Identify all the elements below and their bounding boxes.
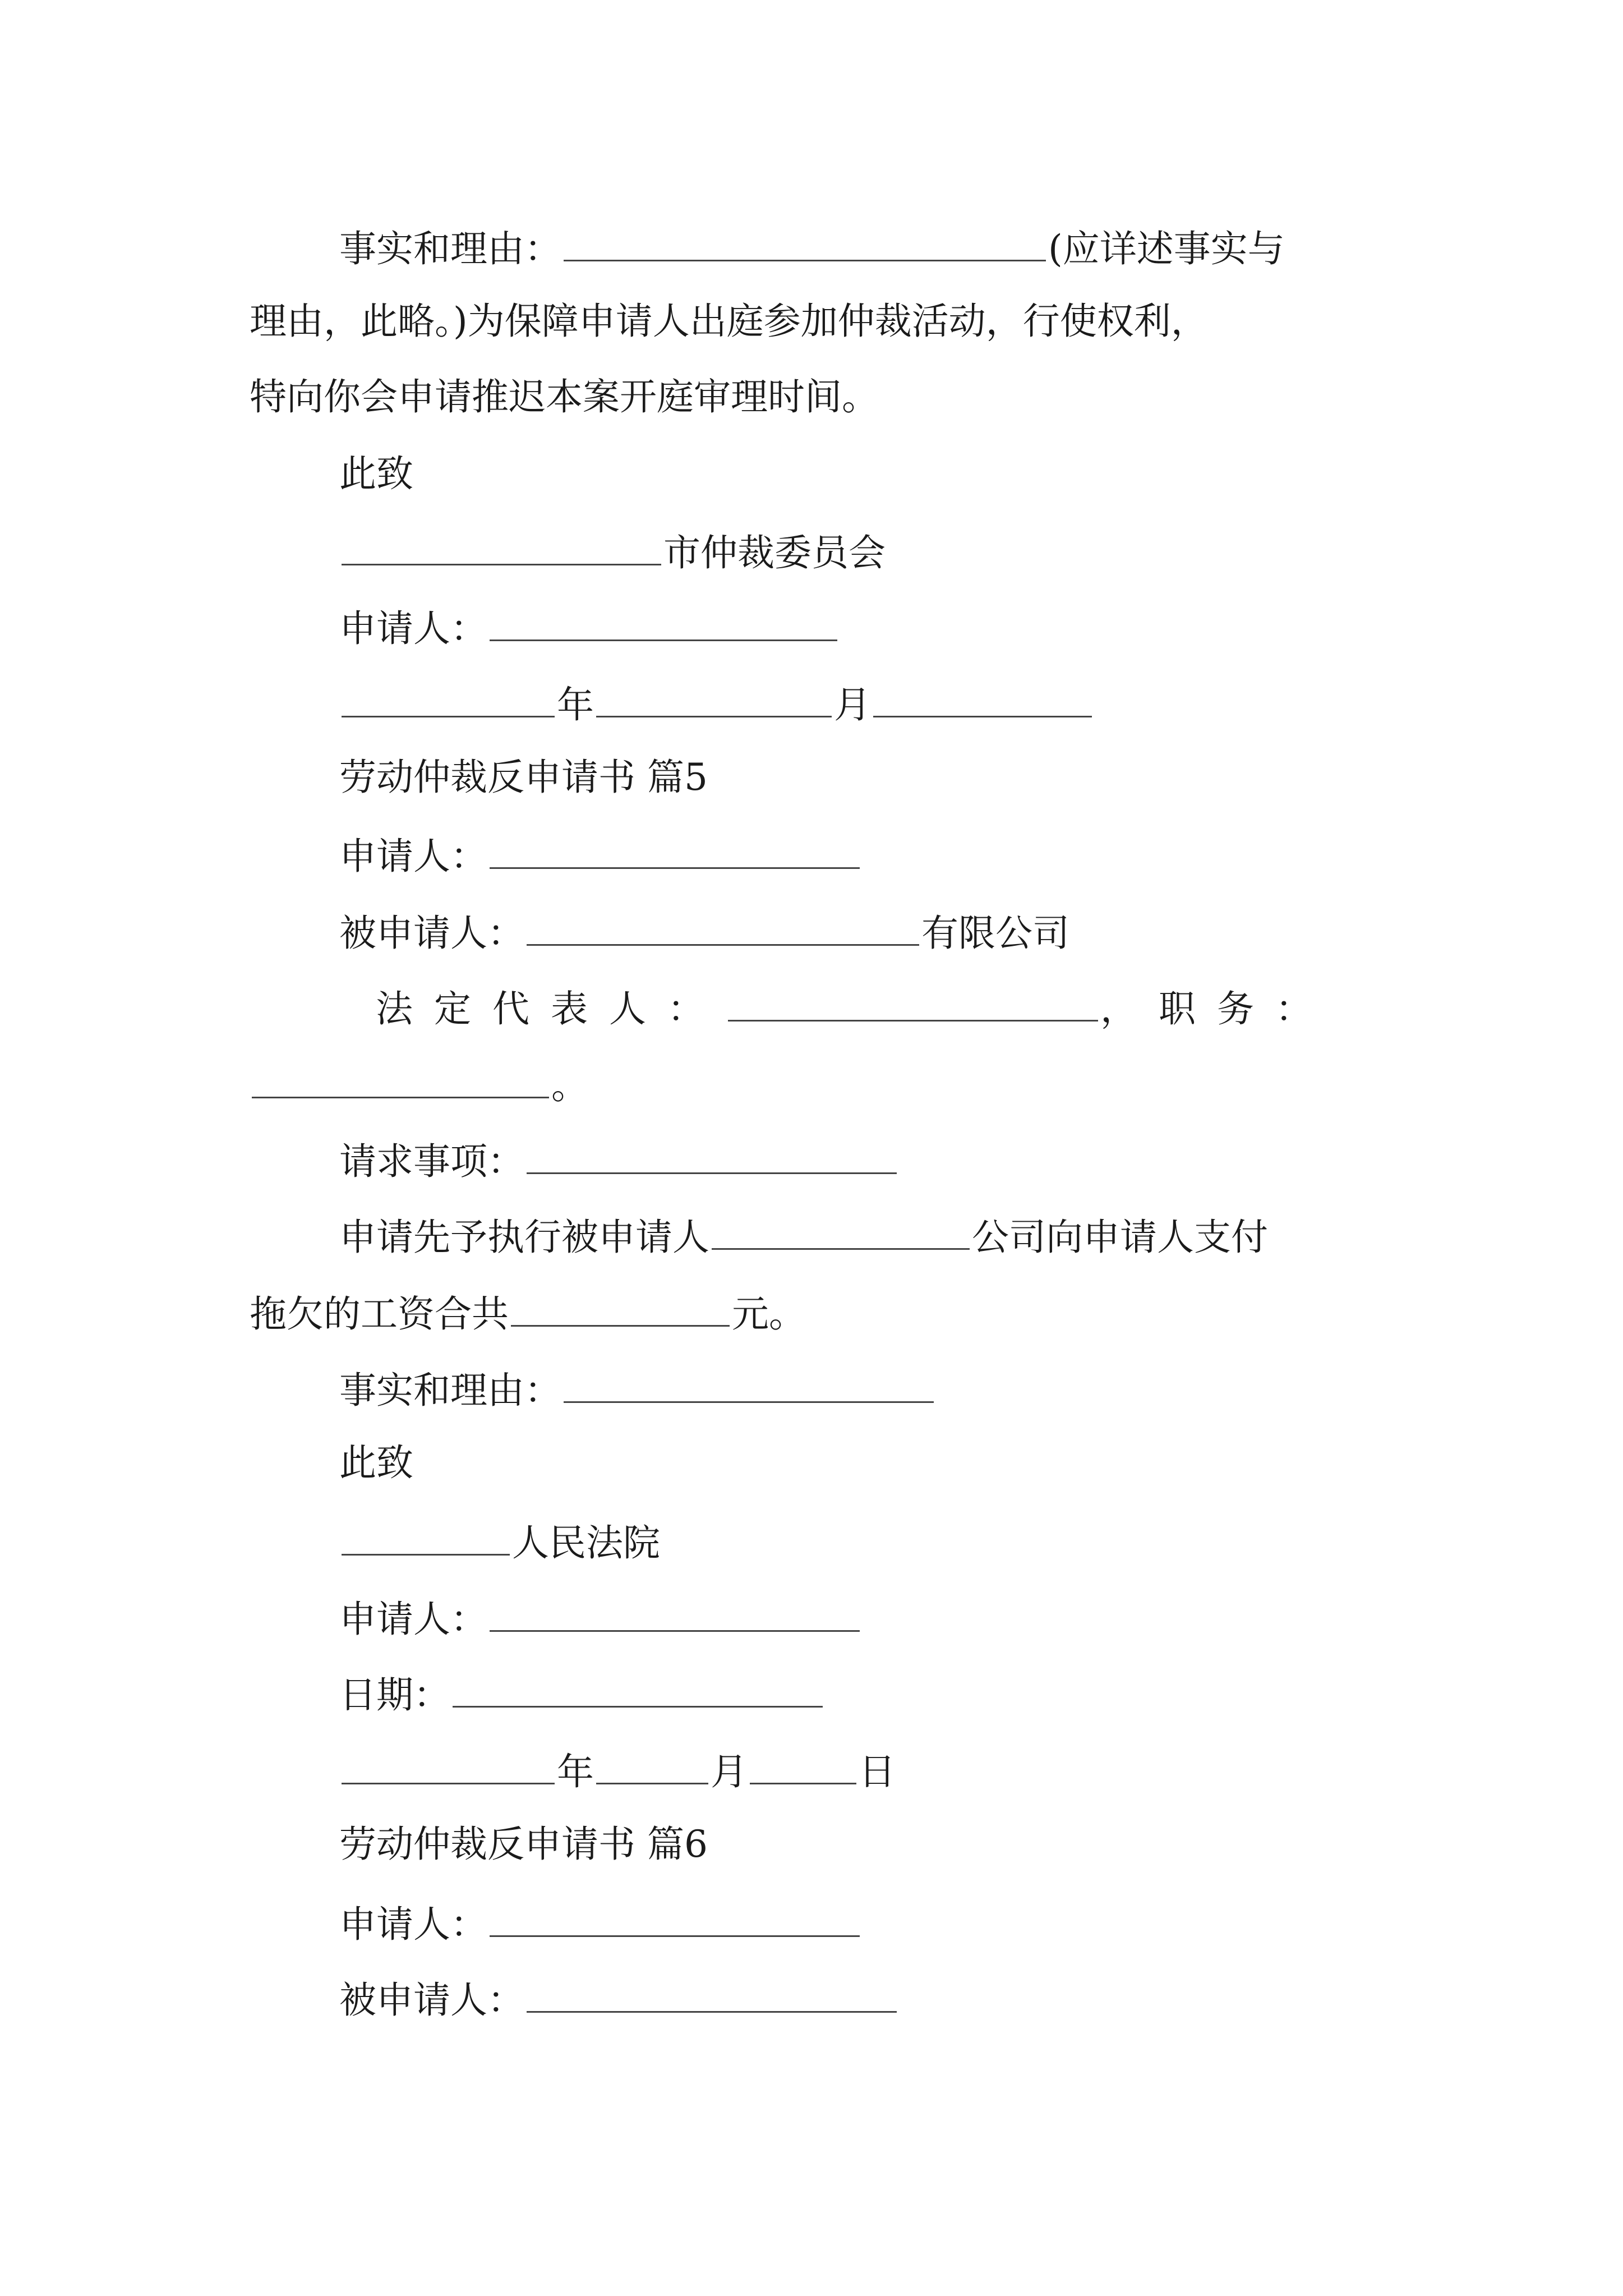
- date-label: 日期：: [339, 1673, 450, 1717]
- request-line: [339, 1140, 899, 1183]
- court-label: 人民法院: [512, 1521, 660, 1565]
- ymd-line: [339, 1750, 896, 1791]
- applicant-sign-label: 申请人：: [339, 1598, 487, 1641]
- committee-line: [339, 531, 886, 572]
- greeting-5: 此致: [339, 1441, 413, 1484]
- facts-line-3: 特向你会申请推迟本案开庭审理时间。: [250, 375, 879, 418]
- date-line: [339, 683, 1094, 724]
- month-label-5: 月: [711, 1750, 748, 1793]
- applicant-blank: [490, 607, 837, 641]
- company-blank: [712, 1216, 970, 1250]
- position-line: [250, 1064, 588, 1105]
- applicant-line: [339, 607, 840, 650]
- facts-label-5: 事实和理由：: [339, 1369, 561, 1412]
- amount-blank: [511, 1292, 730, 1327]
- request-detail-1: [339, 1216, 1268, 1259]
- request-text-2: 公司向申请人支付: [972, 1216, 1268, 1259]
- facts-line-1: [339, 227, 1285, 268]
- respondent-blank-6: [527, 1978, 897, 2013]
- request-text-1: 申请先予执行被申请人: [339, 1216, 709, 1259]
- applicant-sign-line: [339, 1598, 862, 1641]
- respondent-line-5: [339, 912, 1069, 955]
- position-label: 职务：: [1159, 987, 1334, 1030]
- facts-line-2: 理由，此略。)为保障申请人出庭参加仲裁活动，行使权利，: [250, 300, 1208, 343]
- facts-line-5: [339, 1369, 936, 1412]
- court-line: [339, 1521, 660, 1565]
- applicant-line-6: [339, 1903, 862, 1946]
- section-heading-6: 劳动仲裁反申请书 篇6: [339, 1823, 708, 1866]
- date-label-line: [339, 1673, 825, 1717]
- legal-rep-blank: [728, 987, 1098, 1022]
- respondent-label-6: 被申请人：: [339, 1978, 524, 2022]
- applicant-sign-blank: [490, 1598, 860, 1632]
- request-label: 请求事项：: [339, 1140, 524, 1183]
- facts-blank: [564, 227, 1046, 261]
- year-label-5: 年: [557, 1750, 594, 1793]
- respondent-blank-5: [527, 912, 919, 946]
- date-blank: [453, 1673, 823, 1708]
- respondent-line-6: [339, 1978, 899, 2022]
- applicant-label-6: 申请人：: [339, 1903, 487, 1946]
- year-label: 年: [557, 683, 594, 726]
- applicant-blank-5: [490, 835, 860, 869]
- request-blank: [527, 1140, 897, 1174]
- applicant-label-5: 申请人：: [339, 835, 487, 878]
- applicant-line-5: [339, 835, 862, 878]
- comma: ，: [1100, 987, 1159, 1030]
- respondent-label-5: 被申请人：: [339, 912, 524, 955]
- legal-rep-label: 法定代表人：: [376, 987, 726, 1030]
- applicant-blank-6: [490, 1903, 860, 1937]
- month-blank-5: [596, 1750, 708, 1784]
- facts-label: 事实和理由：: [339, 227, 561, 270]
- request-text-4: 元。: [732, 1292, 806, 1336]
- year-blank: [342, 683, 555, 717]
- request-detail-2: [250, 1292, 806, 1336]
- facts-blank-5: [564, 1369, 934, 1403]
- facts-tail: (应详述事实与: [1048, 227, 1285, 270]
- day-blank-5: [750, 1750, 856, 1784]
- year-blank-5: [342, 1750, 555, 1784]
- month-label: 月: [834, 683, 871, 726]
- greeting: 此致: [339, 452, 413, 495]
- position-blank: [252, 1064, 549, 1098]
- day-blank: [873, 683, 1092, 717]
- company-label: 有限公司: [921, 912, 1069, 955]
- period: 。: [551, 1064, 588, 1107]
- month-blank: [596, 683, 832, 717]
- city-blank: [342, 531, 661, 565]
- section-heading-5: 劳动仲裁反申请书 篇5: [339, 756, 708, 799]
- legal-rep-line: [376, 987, 1334, 1028]
- request-text-3: 拖欠的工资合共: [250, 1292, 509, 1336]
- committee-label: 市仲裁委员会: [663, 531, 886, 574]
- applicant-label: 申请人：: [339, 607, 487, 650]
- court-blank: [342, 1521, 510, 1556]
- day-label-5: 日: [859, 1750, 896, 1793]
